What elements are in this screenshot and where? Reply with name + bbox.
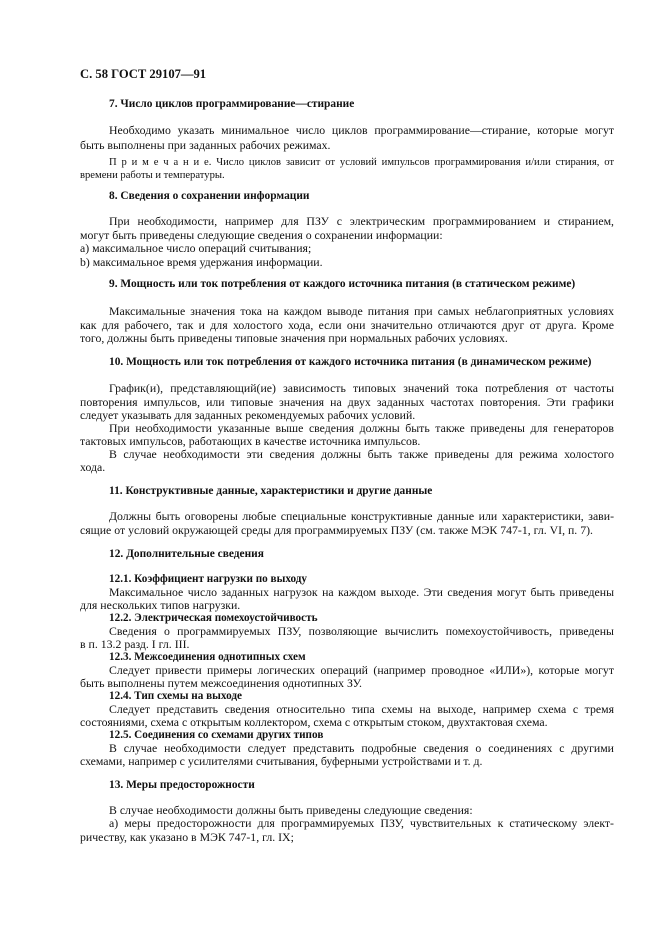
section-7-heading: 7. Число циклов программирование—стирание [109, 98, 355, 110]
section-7-text: быть выполнены при заданных рабочих режимах. [80, 138, 331, 152]
page-header: С. 58 ГОСТ 29107—91 [80, 67, 207, 81]
subsection-12-1-text: для нескольких типов нагрузки. [80, 598, 241, 612]
section-8-text: При необходимости, например для ПЗУ с электрическим программированием и стиранием, [109, 214, 614, 228]
section-13-heading: 13. Меры предосторожности [109, 779, 255, 791]
section-10-text: повторения импульсов, или типовые значения на двух заданных частотах повторения. Эти графики [80, 395, 614, 409]
subsection-12-4-text: Следует представить сведения относительно типа схемы на выходе, например схема с тремя [109, 702, 614, 716]
subsection-12-3-text: быть выполнены путем межсоединения однотипных ЗУ. [80, 676, 362, 690]
subsection-12-2-text: в п. 13.2 разд. I гл. III. [80, 637, 190, 651]
section-13-list-item: ричеству, как указано в МЭК 747-1, гл. IX; [80, 830, 294, 844]
section-7-text: Необходимо указать минимальное число циклов программирование—стирание, которые могут [109, 123, 614, 137]
subsection-12-3-heading: 12.3. Межсоединения однотипных схем [109, 651, 306, 663]
subsection-12-3-text: Следует привести примеры логических операций (например проводное «ИЛИ»), которые могут [109, 663, 614, 677]
subsection-12-2-text: Сведения о программируемых ПЗУ, позволяющие вычислить помехоустойчивость, приведены [109, 624, 614, 638]
section-12-heading: 12. Дополнительные сведения [109, 548, 264, 560]
section-8-list-item: а) максимальное число операций считывания; [80, 241, 312, 255]
section-10-text: При необходимости указанные выше сведения должны быть также приведены для генераторов [109, 421, 614, 435]
section-7-note: П р и м е ч а н и е. Число циклов зависит от условий импульсов программирования и/или стирания, от [109, 157, 614, 168]
section-10-text: В случае необходимости эти сведения должны быть также приведены для режима холостого [109, 447, 614, 461]
subsection-12-4-heading: 12.4. Тип схемы на выходе [109, 690, 242, 702]
section-10-text: тактовых импульсов, работающих в качестве источника импульсов. [80, 434, 421, 448]
subsection-12-5-heading: 12.5. Соединения со схемами других типов [109, 729, 324, 741]
section-13-text: В случае необходимости должны быть приведены следующие сведения: [109, 803, 473, 817]
section-9-heading: 9. Мощность или ток потребления от каждого источника питания (в статическом режиме) [109, 278, 576, 290]
section-10-text: следует указывать для заданных рекомендуемых рабочих условий. [80, 408, 416, 422]
section-8-text: могут быть приведены следующие сведения о сохранении информации: [80, 228, 443, 242]
subsection-12-1-text: Максимальное число заданных нагрузок на каждом выходе. Эти сведения могут быть приведены [109, 585, 614, 599]
subsection-12-4-text: состояниями, схема с открытым коллектором, схема с открытым стоком, двухтактовая схема. [80, 715, 548, 729]
subsection-12-2-heading: 12.2. Электрическая помехоустойчивость [109, 612, 318, 624]
section-9-text: того, должны быть приведены типовые значения при нормальных рабочих условиях. [80, 331, 508, 345]
subsection-12-5-text: схемами, например с усилителями считывания, буферными устройствами и т. д. [80, 754, 483, 768]
section-10-text: хода. [80, 460, 106, 474]
subsection-12-1-heading: 12.1. Коэффициент нагрузки по выходу [109, 573, 308, 585]
section-13-list-item: а) меры предосторожности для программируемых ПЗУ, чувствительных к статическому элект- [109, 816, 614, 830]
section-8-list-item: b) максимальное время удержания информации. [80, 255, 323, 269]
section-8-heading: 8. Сведения о сохранении информации [109, 190, 310, 202]
section-10-text: График(и), представляющий(ие) зависимость типовых значений тока потребления от частоты [109, 381, 614, 395]
section-11-text: Должны быть оговорены любые специальные конструктивные данные или характеристики, зави- [109, 509, 614, 523]
section-11-text: сящие от условий окружающей среды для программируемых ПЗУ (см. также МЭК 747-1, гл. VI, п. 7). [80, 523, 593, 537]
section-9-text: как для рабочего, так и для холостого хода, если они значительно отличаются друг от друга. Кроме [80, 318, 614, 332]
section-11-heading: 11. Конструктивные данные, характеристики и другие данные [109, 485, 433, 497]
section-9-text: Максимальные значения тока на каждом выводе питания при самых неблагоприятных условиях [109, 304, 614, 318]
subsection-12-5-text: В случае необходимости следует представить подробные сведения о соединениях с другими [109, 741, 614, 755]
section-7-note: времени работы и температуры. [80, 170, 225, 181]
section-10-heading: 10. Мощность или ток потребления от каждого источника питания (в динамическом режиме) [109, 356, 592, 368]
